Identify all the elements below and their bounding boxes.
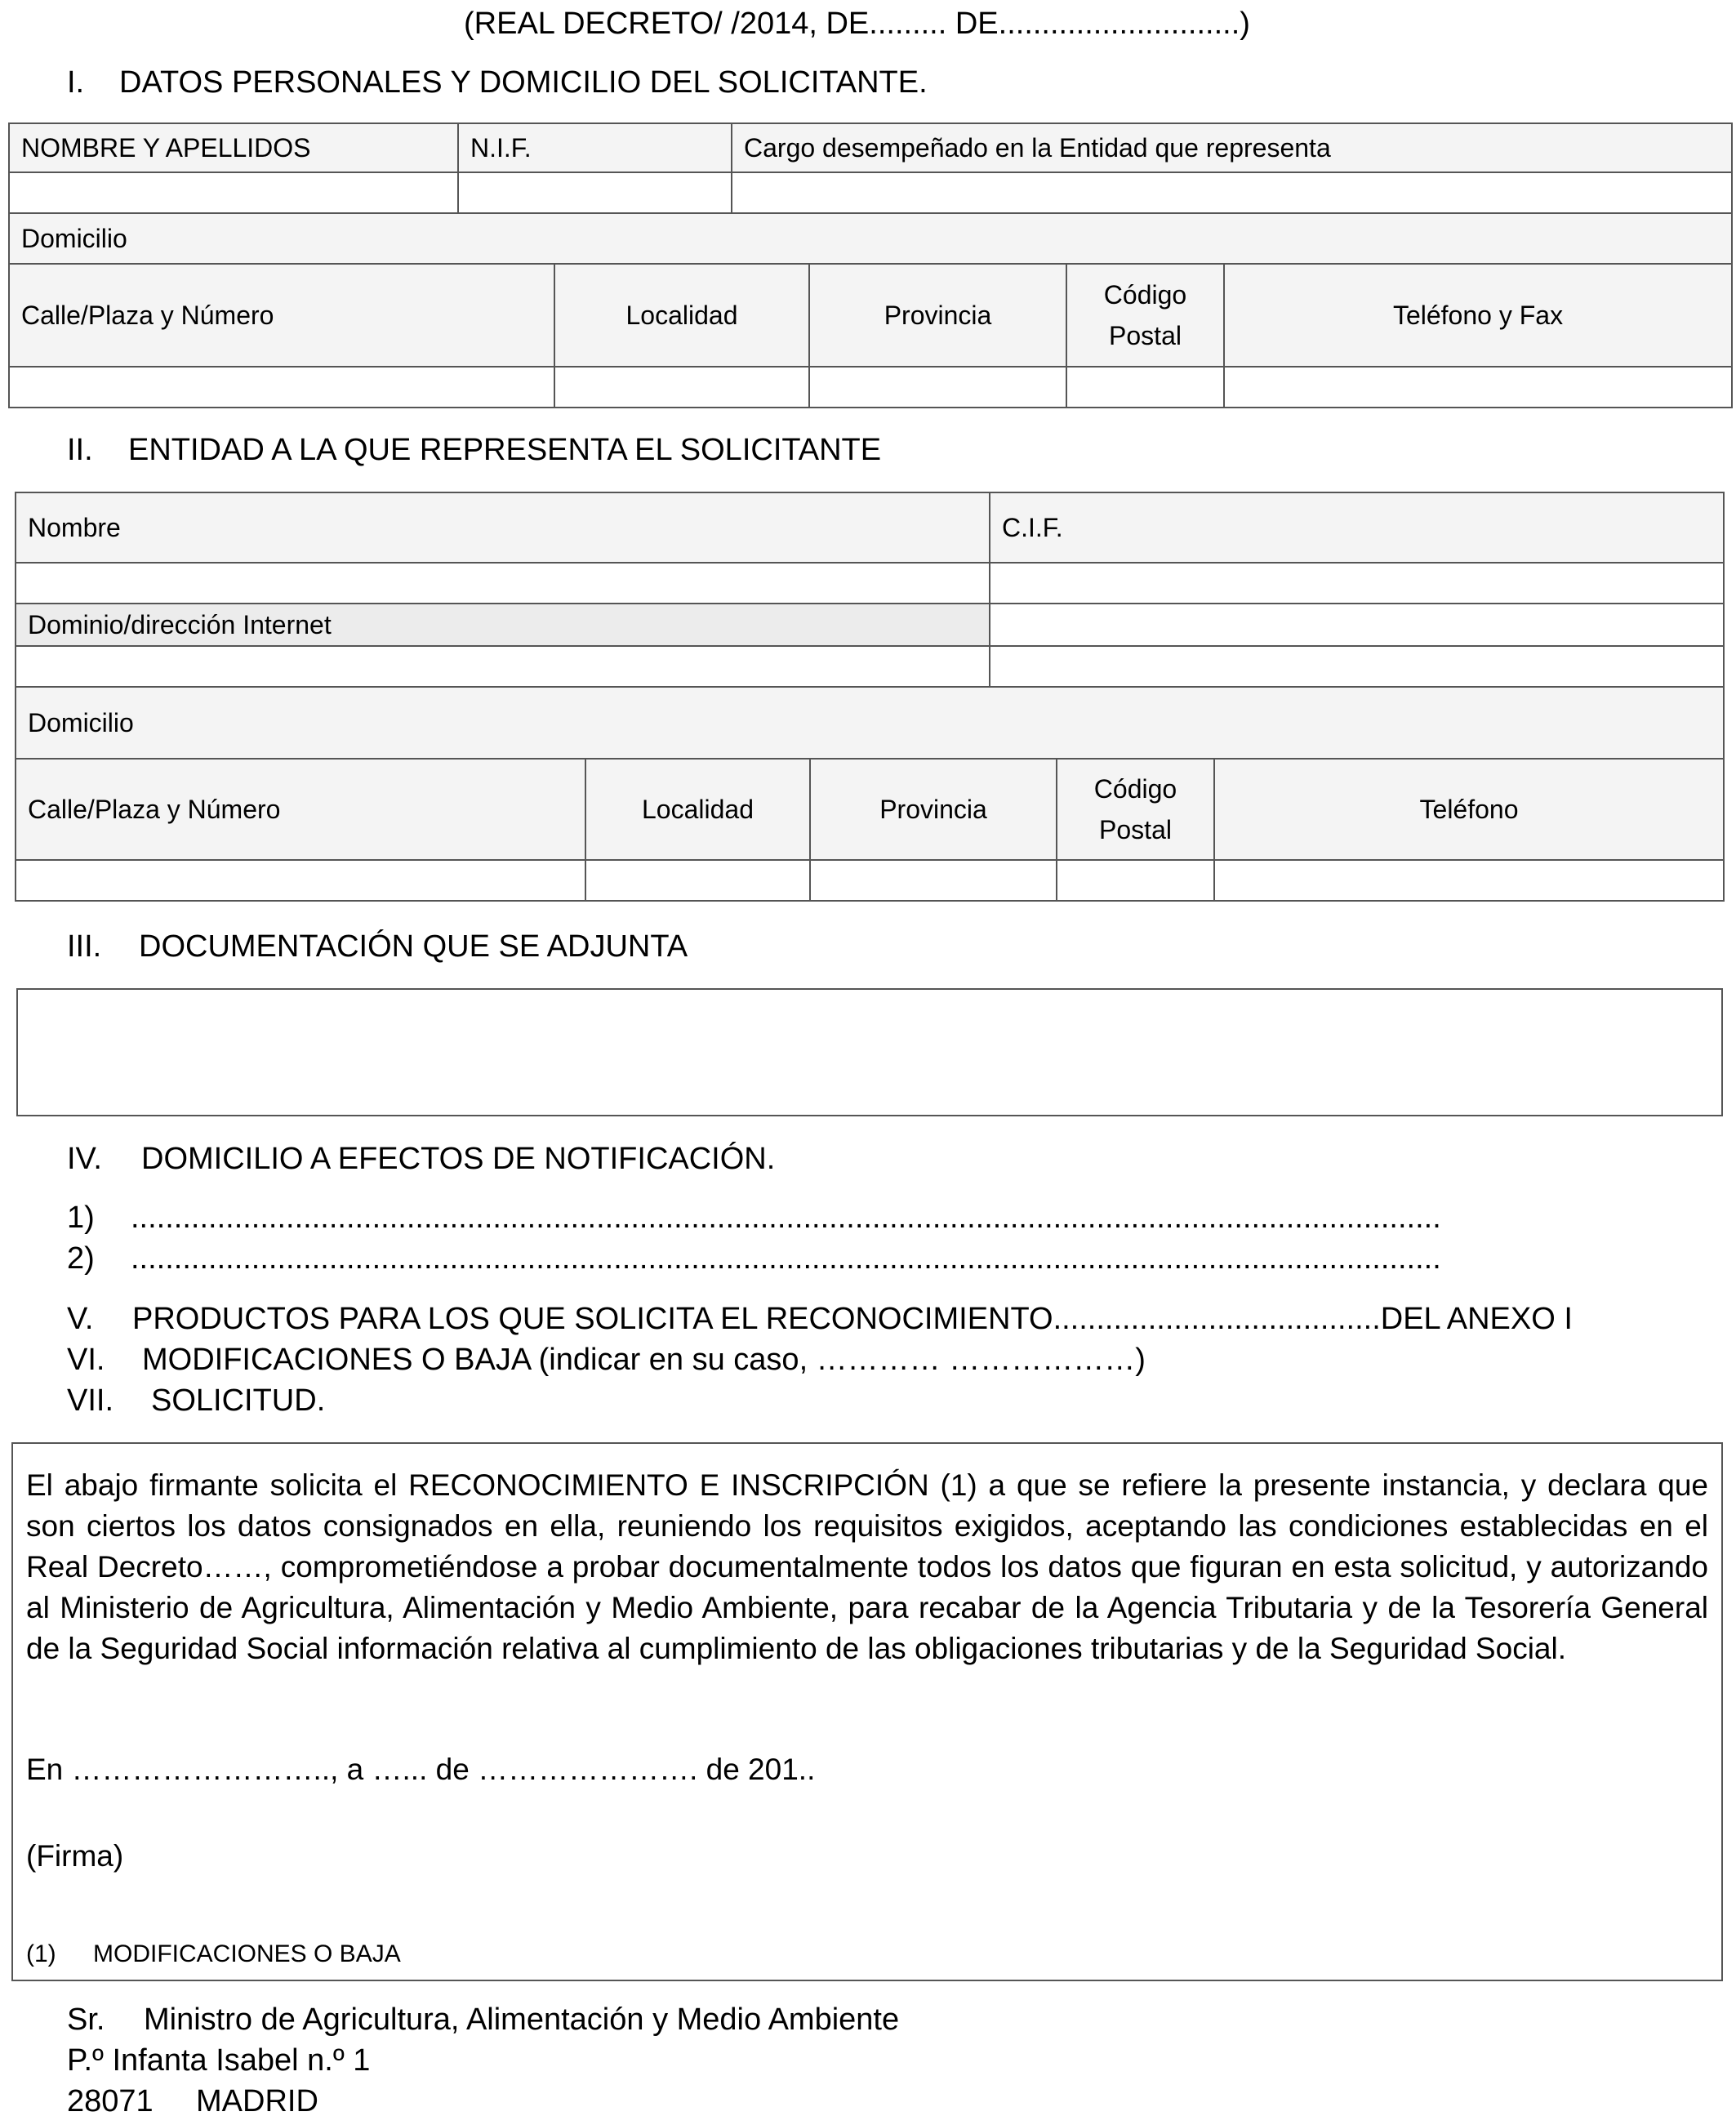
notification-line-2[interactable]: ........................................................................................................................................................ — [131, 1241, 1441, 1276]
label-entidad-localidad: Localidad — [585, 759, 810, 860]
field-localidad[interactable] — [554, 367, 809, 408]
section-6-number: VI. — [67, 1343, 105, 1377]
field-cif-extra[interactable] — [990, 604, 1724, 646]
field-codigo-postal[interactable] — [1066, 367, 1224, 408]
field-nif[interactable] — [458, 172, 732, 213]
field-entidad-localidad[interactable] — [585, 860, 810, 901]
label-entidad-codigo-postal — [1057, 759, 1214, 860]
section-1-number: I. — [67, 65, 85, 100]
label-telefono-fax: Teléfono y Fax — [1224, 264, 1732, 367]
addressee-line-2: P.º Infanta Isabel n.º 1 — [67, 2043, 371, 2078]
addressee-city: MADRID — [196, 2084, 318, 2118]
field-cif[interactable] — [990, 563, 1724, 604]
notification-line-2-number: 2) — [67, 1241, 95, 1276]
field-entidad-nombre[interactable] — [16, 563, 990, 604]
personal-address-table — [8, 212, 1733, 408]
label-localidad: Localidad — [554, 264, 809, 367]
label-domicilio: Domicilio — [9, 213, 1732, 264]
section-3-number: III. — [67, 929, 102, 964]
documentation-box[interactable] — [16, 988, 1723, 1116]
document-title: (REAL DECRETO/ /2014, DE......... DE............................) — [464, 7, 1250, 41]
addressee-postal-code: 28071 — [67, 2084, 154, 2118]
addressee-line-1: Ministro de Agricultura, Alimentación y Medio Ambiente — [144, 2002, 900, 2037]
field-entidad-codigo-postal[interactable] — [1057, 860, 1214, 901]
notification-line-1[interactable]: ........................................................................................................................................................ — [131, 1201, 1441, 1235]
section-6-title: MODIFICACIONES O BAJA (indicar en su caso, ………… ………………) — [142, 1343, 1146, 1377]
label-provincia: Provincia — [809, 264, 1066, 367]
field-entidad-provincia[interactable] — [810, 860, 1057, 901]
field-telefono-fax[interactable] — [1224, 367, 1732, 408]
field-entidad-telefono[interactable] — [1214, 860, 1724, 901]
label-calle: Calle/Plaza y Número — [9, 264, 554, 367]
field-provincia[interactable] — [809, 367, 1066, 408]
field-calle[interactable] — [9, 367, 554, 408]
label-postal: Postal — [1109, 321, 1182, 350]
footnote-number: (1) — [26, 1940, 56, 1967]
section-2-title: ENTIDAD A LA QUE REPRESENTA EL SOLICITANTE — [128, 433, 882, 467]
section-1-title: DATOS PERSONALES Y DOMICILIO DEL SOLICITANTE. — [119, 65, 928, 100]
signature-label: (Firma) — [26, 1839, 124, 1873]
section-3-title: DOCUMENTACIÓN QUE SE ADJUNTA — [139, 929, 688, 964]
label-dominio: Dominio/dirección Internet — [16, 604, 990, 646]
place-date-line[interactable]: En …………………….., a …... de …………………. de 201.. — [26, 1753, 816, 1786]
label-entidad-codigo: Código — [1093, 774, 1177, 804]
section-5-number: V. — [67, 1302, 94, 1336]
section-2-number: II. — [67, 433, 93, 467]
label-codigo-postal — [1066, 264, 1224, 367]
entity-table — [15, 492, 1725, 688]
section-5-title: PRODUCTOS PARA LOS QUE SOLICITA EL RECONOCIMIENTO......................................DEL ANEXO I — [132, 1302, 1573, 1336]
solicitud-box — [11, 1442, 1723, 1981]
field-nombre-apellidos[interactable] — [9, 172, 458, 213]
label-nif: N.I.F. — [458, 123, 732, 172]
section-4-title: DOMICILIO A EFECTOS DE NOTIFICACIÓN. — [141, 1142, 776, 1176]
field-dominio[interactable] — [16, 646, 990, 687]
label-cargo: Cargo desempeñado en la Entidad que representa — [732, 123, 1732, 172]
label-entidad-provincia: Provincia — [810, 759, 1057, 860]
label-cif: C.I.F. — [990, 492, 1724, 563]
label-codigo: Código — [1103, 280, 1187, 310]
solicitud-paragraph: El abajo firmante solicita el RECONOCIMIENTO E INSCRIPCIÓN (1) a que se refiere la presente instancia, y declara que son ciertos los datos consignados en ella, reuniendo los requisitos exigidos, aceptando las condiciones establecidas en el Real Decreto……, comprometiéndose a probar documentalmente todos los datos que figuran en esta solicitud, y autorizando al Ministerio de Agricultura, Alimentación y Medio Ambiente, para recabar de la Agencia Tributaria y de la Tesorería General de la Seguridad Social información relativa al cumplimiento de las obligaciones tributarias y de la Seguridad Social. — [26, 1468, 1708, 1665]
field-cargo[interactable] — [732, 172, 1732, 213]
footnote-text: MODIFICACIONES O BAJA — [93, 1940, 401, 1967]
label-nombre-apellidos: NOMBRE Y APELLIDOS — [9, 123, 458, 172]
section-4-number: IV. — [67, 1142, 102, 1176]
section-7-title: SOLICITUD. — [151, 1383, 326, 1418]
notification-line-1-number: 1) — [67, 1201, 95, 1235]
field-blank-right[interactable] — [990, 646, 1724, 687]
label-entidad-calle: Calle/Plaza y Número — [16, 759, 585, 860]
personal-data-table — [8, 123, 1733, 214]
field-entidad-calle[interactable] — [16, 860, 585, 901]
label-entidad-nombre: Nombre — [16, 492, 990, 563]
label-entidad-postal: Postal — [1099, 815, 1172, 844]
label-entidad-telefono: Teléfono — [1214, 759, 1724, 860]
label-entidad-domicilio: Domicilio — [16, 687, 1724, 759]
addressee-prefix: Sr. — [67, 2002, 105, 2037]
section-7-number: VII. — [67, 1383, 114, 1418]
entity-address-table — [15, 686, 1725, 902]
